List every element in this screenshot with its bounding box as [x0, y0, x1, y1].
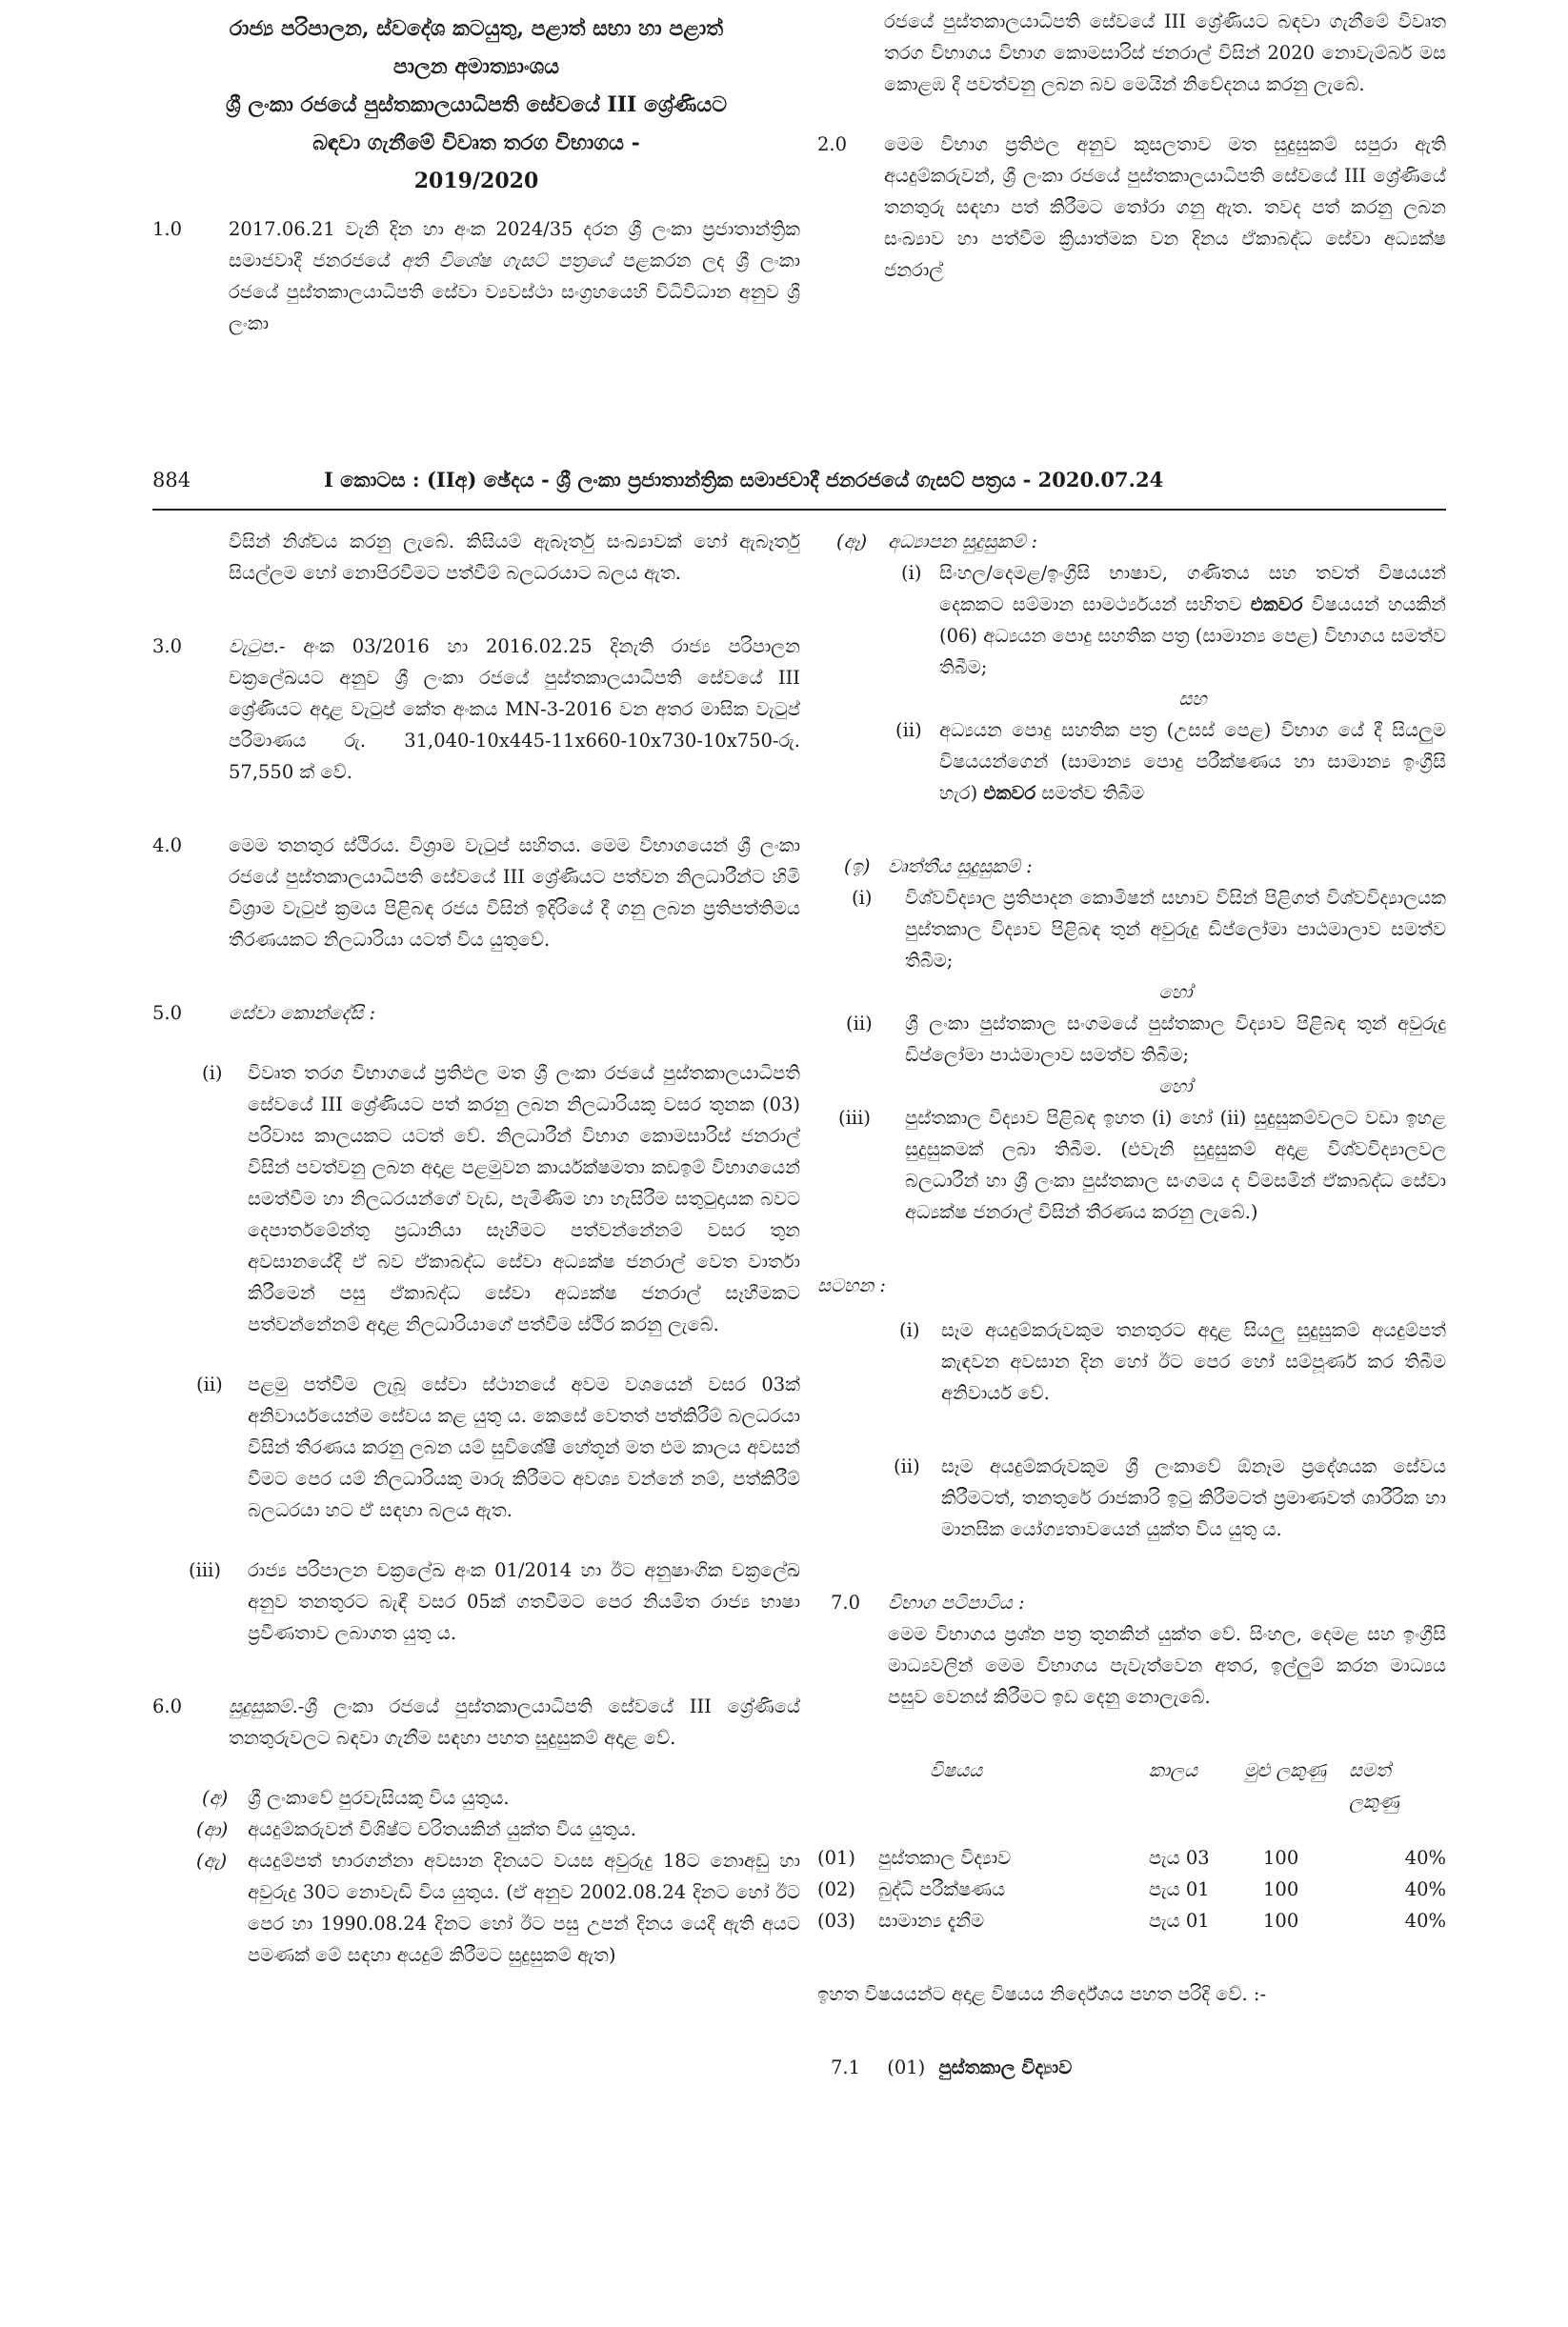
- item-label: (i): [202, 1062, 223, 1084]
- bold-text: එකවර: [983, 782, 1036, 804]
- section-number: 6.0: [152, 1695, 183, 1717]
- text-run: සමත්ව තිබීම: [1035, 782, 1145, 804]
- subject-title: පුස්තකාල විද්‍යාව: [938, 2056, 1073, 2078]
- section-text: මෙම තනතුර ස්ථිරය. විශ්‍රාම වැටුප් සහිතය. මෙම විභාගයෙන් ශ්‍රී ලංකා රජයේ පුස්තකාලයාධිපති සේවයේ III ශ්‍රේණියට පත්වන නිලධාරීන්ට හිමි විශ්‍රාම වැටුප් ක්‍රමය පිළිබඳ රජය විසින් ඉදිරියේ දී ගනු ලබන ප්‍රතිපත්තිමය තීරණයකට නිලධාරියා යටත් විය යුතුවේ.: [229, 834, 800, 951]
- professional-label: වෘත්තීය සුදුසුකම් :: [888, 855, 1033, 877]
- item-label: (ii): [894, 1455, 920, 1477]
- section-1: [152, 213, 800, 339]
- section-6-item-ae: [152, 1845, 800, 1971]
- subject-code: (01): [887, 2056, 926, 2078]
- bold-text: එකවර: [1250, 593, 1303, 615]
- notice-title-line: පාලන අමාත්‍යාංශය: [392, 54, 560, 79]
- notice-title-line: රාජ්‍ය පරිපාලන, ස්වදේශ කටයුතු, පළාත් සභා හා පළාත්: [229, 16, 724, 41]
- table-header-row: [817, 1755, 1446, 1842]
- right-column: [817, 526, 1446, 2083]
- section-label: සුදුසුකම්: [229, 1695, 292, 1717]
- professional-heading: [817, 851, 1446, 882]
- text-run: අධ්‍යයන පොදු සහතික පත්‍ර (උසස් පෙළ) විභාග යේ දී සියලුම විෂයයන්ගෙන් (සාමාන්‍ය පොදු පරීක්ෂණය හා සාමාන්‍ය ඉංග්‍රීසි හැර): [939, 719, 1446, 804]
- gazette-header-title: I කොටස : (IIඅ) ඡේදය - ශ්‍රී ලංකා ප්‍රජාතාන්ත්‍රික සමාජවාදී ජනරජයේ ගැසට් පත්‍රය - 2020.07.24: [324, 468, 1164, 491]
- item-text: අයදුම්පත් භාරගන්නා අවසාන දිනයට වයස අවුරුදු 18ට නොඅඩු හා අවුරුදු 30ට නොවැඩි විය යුතුය. (ඒ අනුව 2002.08.24 දිනට හෝ ඊට පෙර හා 1990.08.24 දිනට හෝ ඊට පසු උපන් දිනය යෙදී ඇති අයට පමණක් මේ සඳහා අයදුම් කිරීමට සුදුසුකම් ඇත): [248, 1850, 800, 1966]
- table-cell-pass: 40%: [1404, 1910, 1446, 1932]
- item-label: (ආ): [196, 1818, 229, 1840]
- item-label: (iii): [838, 1107, 871, 1129]
- section-label: වැටුප: [229, 635, 273, 657]
- education-item-i: [817, 557, 1446, 683]
- item-text: පුස්තකාල විද්‍යාව පිළිබඳ ඉහත (i) හෝ (ii) සුදුසුකම්වලට වඩා ඉහළ සුදුසුකමක් ලබා තිබීම. (එවැනි සුදුසුකම් අදාළ විශ්වවිද්‍යාලවල බලධාරීන් හා ශ්‍රී ලංකා පුස්තකාල සංගමය ද විමසමින් ඒකාබද්ධ සේවා අධ්‍යක්ෂ ජනරාල් විසින් තීරණය කරනු ලැබේ.): [905, 1107, 1446, 1223]
- professional-item-ii: [817, 1008, 1446, 1071]
- item-text: ශ්‍රී ලංකාවේ පුරවැසියකු විය යුතුය.: [248, 1787, 510, 1809]
- text-run: පළකරන ලද ශ්‍රී ලංකා රජයේ පුස්තකාලයාධිපති සේවා ව්‍යවස්ථා සංග්‍රහයෙහි විධිවිධාන අනුව ශ්‍රී ලංකා: [229, 250, 800, 334]
- section-number: 5.0: [152, 1002, 183, 1024]
- section-2: [817, 129, 1446, 286]
- section-label: සේවා කොන්දේසි :: [229, 1002, 376, 1024]
- professional-or: හෝ: [1158, 981, 1193, 1003]
- section-7-1: [817, 2052, 1446, 2083]
- header-rule: [152, 509, 1446, 511]
- table-cell-total: 100: [1263, 1847, 1299, 1869]
- note-item-i: [817, 1314, 1446, 1409]
- item-text: [939, 557, 1446, 683]
- item-text: [939, 714, 1446, 809]
- section-text: [229, 1691, 800, 1754]
- table-header-total-marks: මුළු ලකුණු: [1244, 1759, 1327, 1781]
- item-label: (i): [901, 562, 922, 584]
- notice-title-line: 2019/2020: [413, 169, 539, 193]
- section-number: 3.0: [152, 635, 183, 657]
- section-text: [229, 631, 800, 788]
- item-label: (iii): [189, 1559, 221, 1581]
- section-1-continuation: රජයේ පුස්තකාලයාධිපති සේවයේ III ශ්‍රේණියට බඳවා ගැනීමේ විවෘත තරග විභාගය විභාග කොමසාරිස් ජනරාල් විසින් 2020 නොවැම්බර් මස කොළඹ දී පවත්වනු ලබන බව මෙයින් නිවේදනය කරනු ලැබේ.: [884, 10, 1446, 95]
- table-header-pass-marks: සමත් ලකුණු: [1349, 1759, 1399, 1813]
- section-3: [152, 631, 800, 788]
- top-right-column: [817, 6, 1446, 286]
- table-cell-total: 100: [1263, 1910, 1299, 1932]
- item-label: (ii): [895, 719, 922, 741]
- left-column: [152, 526, 800, 1971]
- section-5-item-iii: [152, 1555, 800, 1649]
- section-2-continuation: විසින් නිශ්චය කරනු ලැබේ. කිසියම් ඇබෑර්තු සංඛ්‍යාවක් හෝ ඇබෑර්තු සියල්ලම හෝ නොපිරවීමට පත්වීම් බලධරයාට බලය ඇත.: [229, 531, 800, 584]
- education-item-ii: [817, 714, 1446, 809]
- table-cell-code: (01): [817, 1847, 856, 1869]
- item-label: (ඉ): [844, 855, 871, 877]
- top-left-column: [152, 10, 800, 339]
- table-cell-subject: සාමාන්‍ය දැනීම: [878, 1910, 985, 1932]
- text-run: 2017.06.21 වැනි දින හා අංක 2024/35 දරන ශ්‍රී ලංකා ප්‍රජාතාන්ත්‍රික සමාජවාදී ජනරජයේ: [229, 218, 800, 271]
- section-5: [152, 997, 800, 1029]
- item-label: (ඇ): [196, 1850, 228, 1872]
- item-text: විශ්වවිද්‍යාල ප්‍රතිපාදන කොමිෂන් සභාව විසින් පිළිගත් විශ්වවිද්‍යාලයක පුස්තකාල විද්‍යාව පිළිබඳ තුන් අවුරුදු ඩිප්ලෝමා පාඨමාලාව සමත්ව තිබීම;: [905, 887, 1446, 972]
- section-number: 1.0: [152, 218, 183, 240]
- table-cell-pass: 40%: [1404, 1847, 1446, 1869]
- item-label: (i): [899, 1319, 920, 1341]
- item-label: (ii): [196, 1374, 223, 1395]
- professional-or: හෝ: [1158, 1075, 1193, 1097]
- table-row: [817, 1842, 1446, 1874]
- section-number: 4.0: [152, 834, 183, 856]
- section-6-item-a: [152, 1782, 800, 1814]
- table-header-subject: විෂයය: [930, 1759, 983, 1781]
- section-label: විභාග පටිපාටිය :: [888, 1592, 1025, 1614]
- section-number: 2.0: [817, 133, 848, 155]
- table-cell-duration: පැය 01: [1149, 1910, 1210, 1932]
- item-text: සෑම අයදුම්කරුවකුම තනතුරට අදාළ සියලු සුදුසුකම් අයදුම්පත් කැඳවන අවසාන දින හෝ ඊට පෙර හෝ සම්පූර්ණ කර තිබීම අනිවාර්ය වේ.: [941, 1319, 1446, 1404]
- section-text: මෙම විභාග ප්‍රතිඵල අනුව කුසලතාව මත සුදුසුකම් සපුරා ඇති අයදුම්කරුවන්, ශ්‍රී ලංකා රජයේ පුස්තකාලයාධිපති සේවයේ III ශ්‍රේණියේ තනතුරු සඳහා පත් කිරීමට තෝරා ගනු ඇත. තවද පත් කරනු ලබන සංඛ්‍යාව හා පත්වීම ක්‍රියාත්මක වන දිනය ඒකාබද්ධ සේවා අධ්‍යක්ෂ ජනරාල්: [884, 133, 1446, 281]
- education-heading: [817, 526, 1446, 557]
- education-label: අධ්‍යාපන සුදුසුකම් :: [888, 531, 1038, 552]
- notice-title: [152, 10, 800, 200]
- table-cell-code: (02): [817, 1878, 856, 1900]
- item-text: අයදුම්කරුවන් විශිෂ්ට චරිතයකින් යුක්ත විය යුතුය.: [248, 1818, 637, 1840]
- table-cell-duration: පැය 03: [1149, 1847, 1210, 1869]
- item-text: පළමු පත්වීම ලැබූ සේවා ස්ථානයේ අවම වශයෙන් වසර 03ක් අනිවාර්යයෙන්ම සේවය කළ යුතු ය. කෙසේ වෙතත් පත්කිරීම් බලධරයා විසින් තීරණය කරනු ලබන යම් සුවිශේෂී හේතූන් මත එම කාලය අවසන් වීමට පෙර යම් නිලධාරියකු මාරු කිරීමට අවශ්‍ය වන්නේ නම්, පත්කිරීම් බලධරයා හට ඒ සඳහා බලය ඇත.: [248, 1374, 800, 1521]
- item-label: (අ): [202, 1787, 229, 1809]
- professional-item-i: [817, 882, 1446, 976]
- section-4: [152, 830, 800, 955]
- section-number: 7.1: [831, 2056, 861, 2078]
- section-number: 7.0: [831, 1592, 861, 1614]
- item-text: විවෘත තරග විභාගයේ ප්‍රතිඵල මත ශ්‍රී ලංකා රජයේ පුස්තකාලයාධිපති සේවයේ III ශ්‍රේණියට පත් කරනු ලබන නිලධාරියකු වසර තුනක (03) පරිවාස කාලයකට යටත් වේ. නිලධාරීන් විභාග කොමසාරිස් ජනරාල් විසින් පවත්වනු ලබන අදාළ පළමුවන කාර්යක්ෂමතා කඩඉම් විභාගයෙන් සමත්වීම හා නිලධරයන්ගේ වැඩ, පැමිණීම හා හැසිරීම සතුටුදායක බවට දෙපාර්තමේන්තු ප්‍රධානියා සෑහීමට පත්වන්නේනම් වසර තුන අවසානයේදී ඒ බව ඒකාබද්ධ සේවා අධ්‍යක්ෂ ජනරාල් වෙත වාර්තා කිරීමෙන් පසු ඒකාබද්ධ සේවා අධ්‍යක්ෂ ජනරාල් සෑහීමකට පත්වන්නේනම් අදාළ නිලධාරියාගේ පත්වීම ස්ථිර කරනු ලැබේ.: [248, 1062, 800, 1335]
- item-label: (ii): [846, 1013, 873, 1034]
- subjects-table-wrap: [817, 1755, 1446, 1936]
- notice-title-line: බඳවා ගැනීමේ විවෘත තරග විභාගය -: [312, 130, 640, 155]
- item-label: (ඈ): [836, 531, 868, 552]
- table-cell-code: (03): [817, 1910, 856, 1932]
- table-row: [817, 1905, 1446, 1936]
- table-row: [817, 1874, 1446, 1905]
- table-cell-subject: පුස්තකාල විද්‍යාව: [878, 1847, 1012, 1869]
- table-header-spacer: [817, 1755, 878, 1842]
- text-run: .-ශ්‍රී ලංකා රජයේ පුස්තකාලයාධිපති සේවයේ III ශ්‍රේණියේ තනතුරුවලට බඳවා ගැනීම සඳහා පහත සුදුසුකම් අදාළ වේ.: [229, 1695, 800, 1749]
- item-label: (i): [852, 887, 873, 909]
- note-item-ii: [817, 1451, 1446, 1545]
- table-cell-pass: 40%: [1404, 1878, 1446, 1900]
- professional-item-iii: [817, 1102, 1446, 1228]
- table-cell-subject: බුද්ධි පරීක්ෂණය: [878, 1878, 1006, 1900]
- table-cell-total: 100: [1263, 1878, 1299, 1900]
- section-6-item-aa: [152, 1814, 800, 1845]
- table-cell-duration: පැය 01: [1149, 1878, 1210, 1900]
- page-number: 884: [152, 469, 191, 491]
- subjects-table: [817, 1755, 1446, 1936]
- text-run: විෂයයන් හයකින් (06) අධ්‍යයන පොදු සහතික පත්‍ර (සාමාන්‍ය පෙළ) විභාගය සමත්ව තිබීම;: [939, 593, 1447, 678]
- education-and: සහ: [1178, 688, 1207, 710]
- notice-title-line: ශ්‍රී ලංකා රජයේ පුස්තකාලයාධිපති සේවයේ III ශ්‍රේණියට: [225, 92, 728, 117]
- item-text: ශ්‍රී ලංකා පුස්තකාල සංගමයේ පුස්තකාල විද්‍යාව පිළිබඳ තුන් අවුරුදු ඩිප්ලෝමා පාඨමාලාව සමත්ව තිබීම;: [905, 1013, 1446, 1066]
- text-run: සිංහල/දෙමළ/ඉංග්‍රීසි භාෂාව, ගණිතය සහ තවත් විෂයයන් දෙකකට සම්මාන සාමර්ථ්‍යයන් සහිතව: [939, 562, 1446, 615]
- item-text: සෑම අයදුම්කරුවකුම ශ්‍රී ලංකාවේ ඕනෑම ප්‍රදේශයක සේවය කිරීමටත්, තනතුරේ රාජකාරි ඉටු කිරීමටත් ප්‍රමාණවත් ශාරීරික හා මානසික යෝග්‍යතාවයෙන් යුක්ත විය යුතු ය.: [941, 1455, 1446, 1540]
- section-text: [229, 213, 800, 339]
- note-label: සටහන :: [817, 1274, 886, 1296]
- syllabus-note: ඉහත විෂයයන්ට අදාළ විෂයය නිර්දේශය පහත පරිදි වේ. :-: [817, 1983, 1267, 2005]
- section-5-item-ii: [152, 1369, 800, 1526]
- section-6: [152, 1691, 800, 1754]
- text-run: .- අංක 03/2016 හා 2016.02.25 දිනැති රාජ්‍ය පරිපාලන චක්‍රලේඛයට අනුව ශ්‍රී ලංකා රජයේ පුස්තකාලයාධිපති සේවයේ III ශ්‍රේණියට අදාළ වැටුප් කේත අංකය MN-3-2016 වන අතර මාසික වැටුප් පරිමාණය රු. 31,040-10x445-11x660-10x730-10x750-රු. 57,550 ක් වේ.: [229, 635, 800, 783]
- italic-text: අති විශේෂ ගැසට් පත්‍රයේ: [401, 250, 613, 271]
- table-header-duration: කාලය: [1149, 1759, 1198, 1781]
- section-5-item-i: [152, 1057, 800, 1340]
- section-7: [817, 1587, 1446, 1713]
- section-text: මෙම විභාගය ප්‍රශ්න පත්‍ර තුනකින් යුක්ත වේ. සිංහල, දෙමළ සහ ඉංග්‍රීසි මාධ්‍යවලින් මෙම විභාගය පැවැත්වෙන අතර, ඉල්ලුම් කරන මාධ්‍යය පසුව වෙනස් කිරීමට ඉඩ දෙනු නොලැබේ.: [888, 1623, 1446, 1708]
- item-text: රාජ්‍ය පරිපාලන චක්‍රලේඛ අංක 01/2014 හා ඊට අනුෂාංගික චක්‍රලේඛ අනුව තනතුරට බැඳී වසර 05ක් ගතවීමට පෙර නියමිත රාජ්‍ය භාෂා ප්‍රවීණතාව ලබාගත යුතු ය.: [248, 1559, 800, 1644]
